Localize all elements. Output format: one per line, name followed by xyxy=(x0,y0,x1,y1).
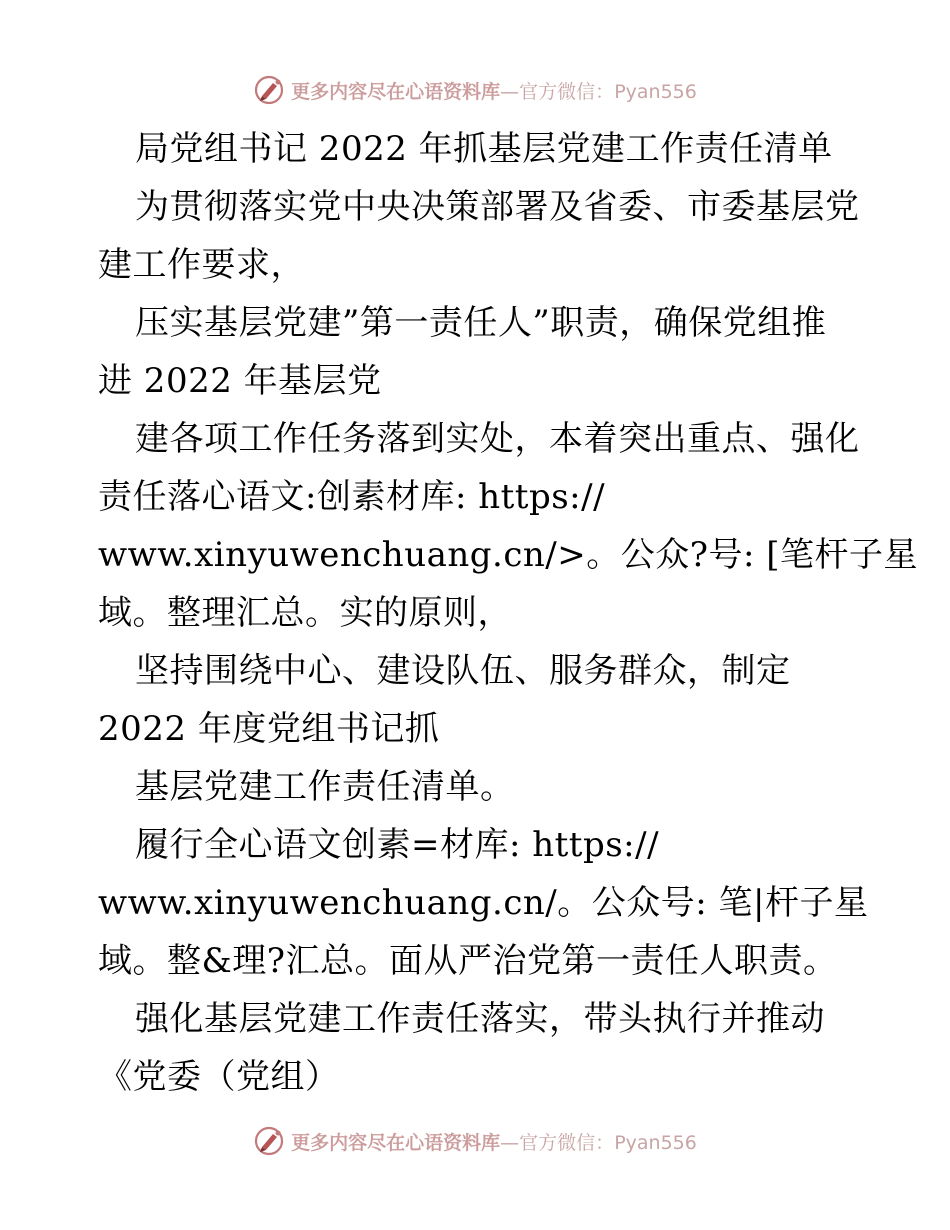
watermark-text xyxy=(291,77,697,104)
watermark-main-text: 更多内容尽在心语资料库 xyxy=(291,1131,501,1154)
text-line: 基层党建工作责任清单。 xyxy=(135,767,515,807)
watermark-separator: — xyxy=(500,1131,520,1154)
text-line: 域。整&理?汇总。面从严治党第一责任人职责。 xyxy=(98,941,838,981)
watermark-separator: — xyxy=(500,80,520,103)
watermark-header xyxy=(0,70,950,110)
text-line: 《党委（党组） xyxy=(98,1057,340,1097)
text-line: 建工作要求， xyxy=(98,245,305,285)
text-line: 建各项工作任务落到实处，本着突出重点、强化 xyxy=(135,419,860,459)
text-line: 域。整理汇总。实的原则， xyxy=(98,593,512,633)
text-line: 责任落心语文:创素材库: https:// xyxy=(98,477,606,517)
pen-logo-icon xyxy=(253,74,285,106)
watermark-suffix-text: 官方微信： xyxy=(519,80,615,103)
watermark-main-text: 更多内容尽在心语资料库 xyxy=(291,80,501,103)
text-line: 进 2022 年基层党 xyxy=(98,361,382,401)
text-line: 压实基层党建”第一责任人”职责，确保党组推 xyxy=(135,303,827,343)
watermark-text xyxy=(291,1128,697,1155)
text-line: www.xinyuwenchuang.cn/。公众号: 笔|杆子星 xyxy=(98,883,869,923)
document-body xyxy=(98,120,918,1106)
watermark-footer xyxy=(0,1121,950,1161)
text-line: 强化基层党建工作责任落实，带头执行并推动 xyxy=(135,999,825,1039)
watermark-handle: Pyan556 xyxy=(614,1131,697,1154)
text-line: 为贯彻落实党中央决策部署及省委、市委基层党 xyxy=(135,187,860,227)
pen-logo-icon xyxy=(253,1125,285,1157)
watermark-handle: Pyan556 xyxy=(614,80,697,103)
text-line: www.xinyuwenchuang.cn/>。公众?号: [笔杆子星 xyxy=(98,535,918,575)
text-line: 履行全心语文创素=材库: https:// xyxy=(135,825,660,865)
text-line: 局党组书记 2022 年抓基层党建工作责任清单 xyxy=(135,129,833,169)
watermark-suffix-text: 官方微信： xyxy=(519,1131,615,1154)
text-line: 坚持围绕中心、建设队伍、服务群众，制定 xyxy=(135,651,791,691)
text-line: 2022 年度党组书记抓 xyxy=(98,709,440,749)
